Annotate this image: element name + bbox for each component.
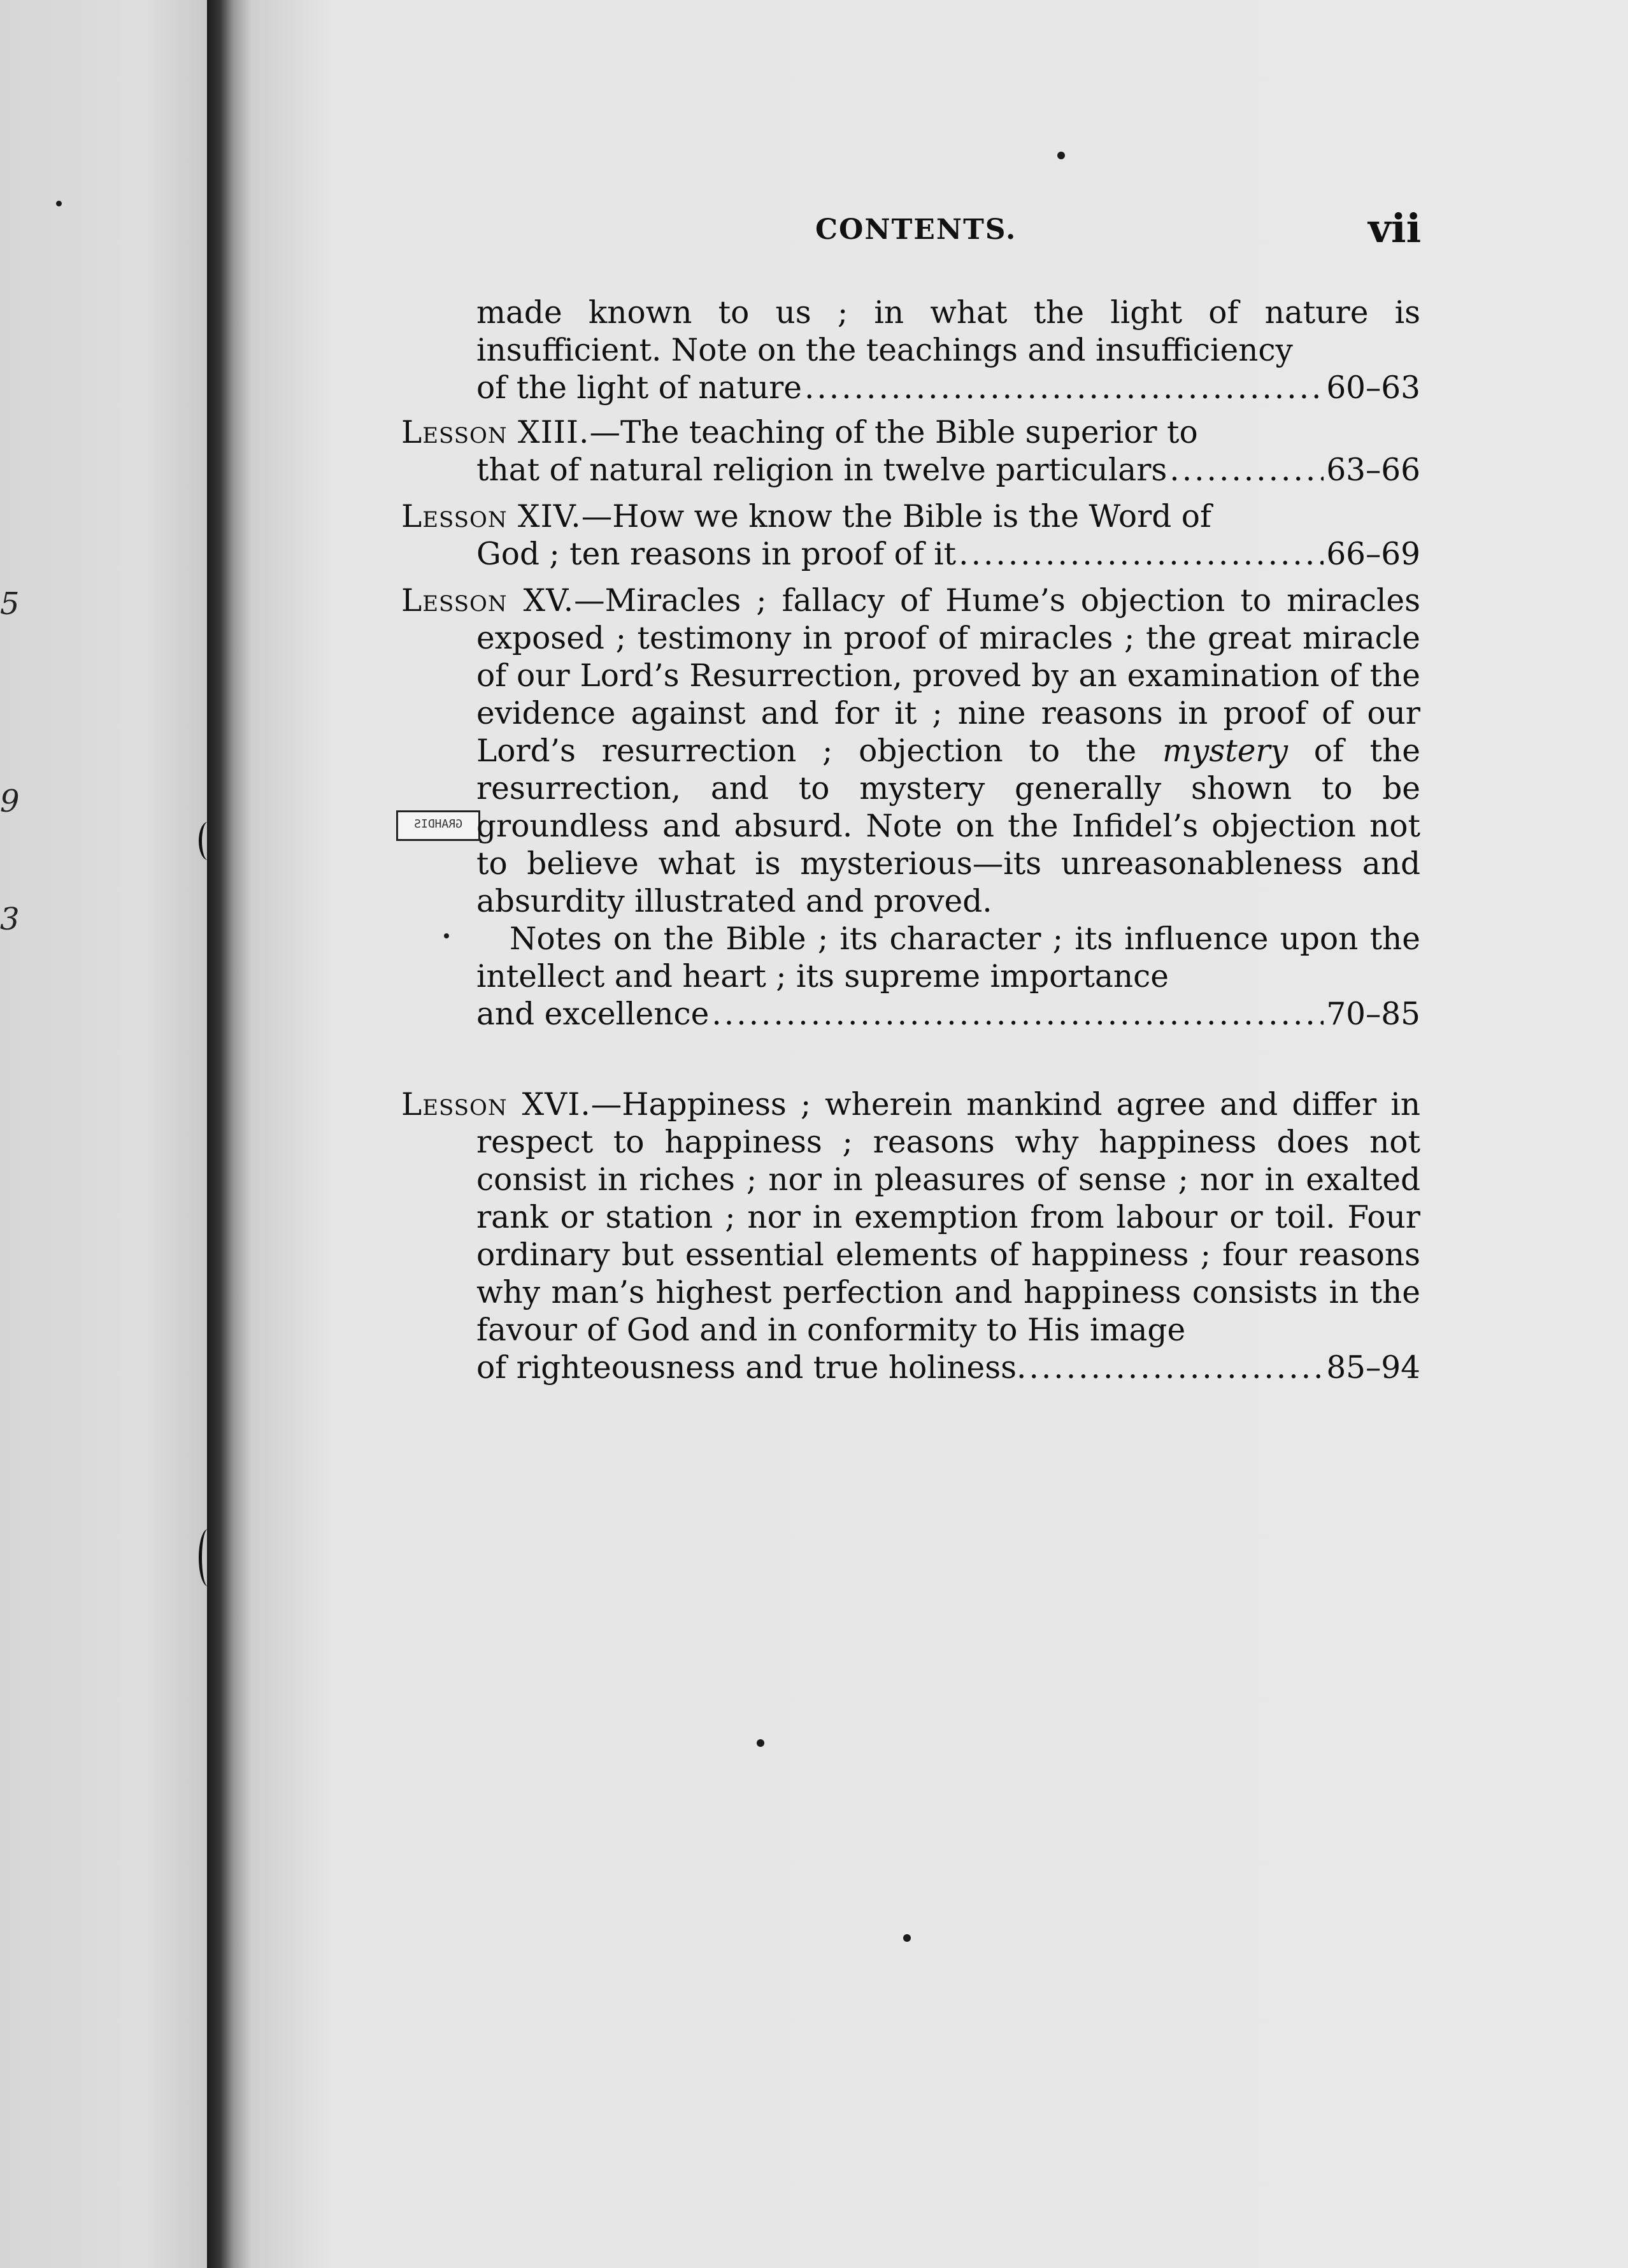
entry-text: Lesson XIV.—How we know the Bible is the Word of bbox=[401, 499, 1211, 535]
book-gutter bbox=[207, 0, 252, 2268]
contents-entry-lesson-13 bbox=[401, 414, 1420, 489]
contents-entry-lesson-14 bbox=[401, 498, 1420, 573]
entry-leader-line: and excellence ..... 70–85 bbox=[401, 996, 1420, 1033]
entry-text: Lesson XVI.—Happiness ; wherein mankind agree and differ in respect to happiness ; reasons why happiness does not consist in riches ; nor in pleasures of sense ; nor in exalted rank or station ; nor in exemption from labour or toil. Four ordinary but essential elements of happiness ; four reasons why man’s highest perfection and happiness consists in the favour of God and in conformity to His image bbox=[401, 1087, 1420, 1348]
library-stamp: GRAHDIS bbox=[396, 810, 480, 841]
lesson-label: Lesson XIV. bbox=[401, 499, 582, 535]
entry-text: Lesson XIII.—The teaching of the Bible superior to bbox=[401, 415, 1198, 450]
notes-paragraph: Notes on the Bible ; its character ; its influence upon the intellect and heart ; its supreme importance bbox=[476, 921, 1420, 994]
dot-leader bbox=[804, 370, 1324, 407]
contents-entry-continuation bbox=[401, 294, 1420, 407]
dot-leader bbox=[959, 536, 1324, 573]
entry-text: made known to us ; in what the light of nature is insufficient. Note on the teachings and insufficiency bbox=[476, 295, 1420, 368]
page-speck bbox=[1057, 152, 1065, 159]
entry-text: Lesson XV.—Miracles ; fallacy of Hume’s objection to miracles exposed ; testimony in proof of miracles ; the great miracle of our Lord’s Resurrection, proved by an examination of the evidence against and for it ; nine reasons in proof of our Lord’s resurrection ; objection to the mystery of the resurrection, and to mystery generally shown to be groundless and absurd. Note on the Infidel’s objection not to believe what is mysterious—its unreasonableness and absurdity illustrated and proved. bbox=[401, 583, 1421, 919]
contents-entry-lesson-15 bbox=[401, 582, 1420, 1033]
lesson-label: Lesson XV. bbox=[401, 583, 575, 619]
left-margin-char-1: 5 bbox=[0, 586, 20, 622]
dot-leader bbox=[1169, 452, 1324, 489]
contents-entry-lesson-16 bbox=[401, 1086, 1420, 1387]
page-range: 70–85 bbox=[1326, 996, 1420, 1032]
entry-leader-line: of righteousness and true holiness. ..... 85–94 bbox=[401, 1349, 1420, 1387]
lesson-label: Lesson XIII. bbox=[401, 415, 590, 450]
entry-leader-line: God ; ten reasons in proof of it ..... 66–69 bbox=[401, 536, 1420, 573]
page-range: 63–66 bbox=[1326, 452, 1420, 488]
left-page-speck bbox=[56, 201, 62, 206]
dot-leader bbox=[711, 996, 1324, 1033]
page-number: vii bbox=[1368, 205, 1422, 252]
page-range: 85–94 bbox=[1326, 1350, 1420, 1386]
page-speck bbox=[903, 1934, 911, 1942]
left-facing-page bbox=[0, 0, 207, 2268]
page-speck bbox=[757, 1739, 764, 1747]
page-range: 66–69 bbox=[1326, 536, 1420, 572]
dot-leader bbox=[1029, 1349, 1324, 1387]
lesson-label: Lesson XVI. bbox=[401, 1087, 591, 1123]
left-margin-char-2: 9 bbox=[0, 784, 20, 819]
italic-word: mystery bbox=[1162, 733, 1288, 769]
running-head: CONTENTS. bbox=[815, 213, 1017, 246]
left-margin-char-3: 3 bbox=[0, 901, 20, 937]
page-range: 60–63 bbox=[1326, 370, 1420, 406]
binding-thread-mark bbox=[199, 822, 217, 860]
entry-leader-line: of the light of nature ..... 60–63 bbox=[401, 370, 1420, 407]
entry-leader-line: that of natural religion in twelve particulars ..... 63–66 bbox=[401, 452, 1420, 489]
binding-thread-mark bbox=[199, 1529, 217, 1586]
